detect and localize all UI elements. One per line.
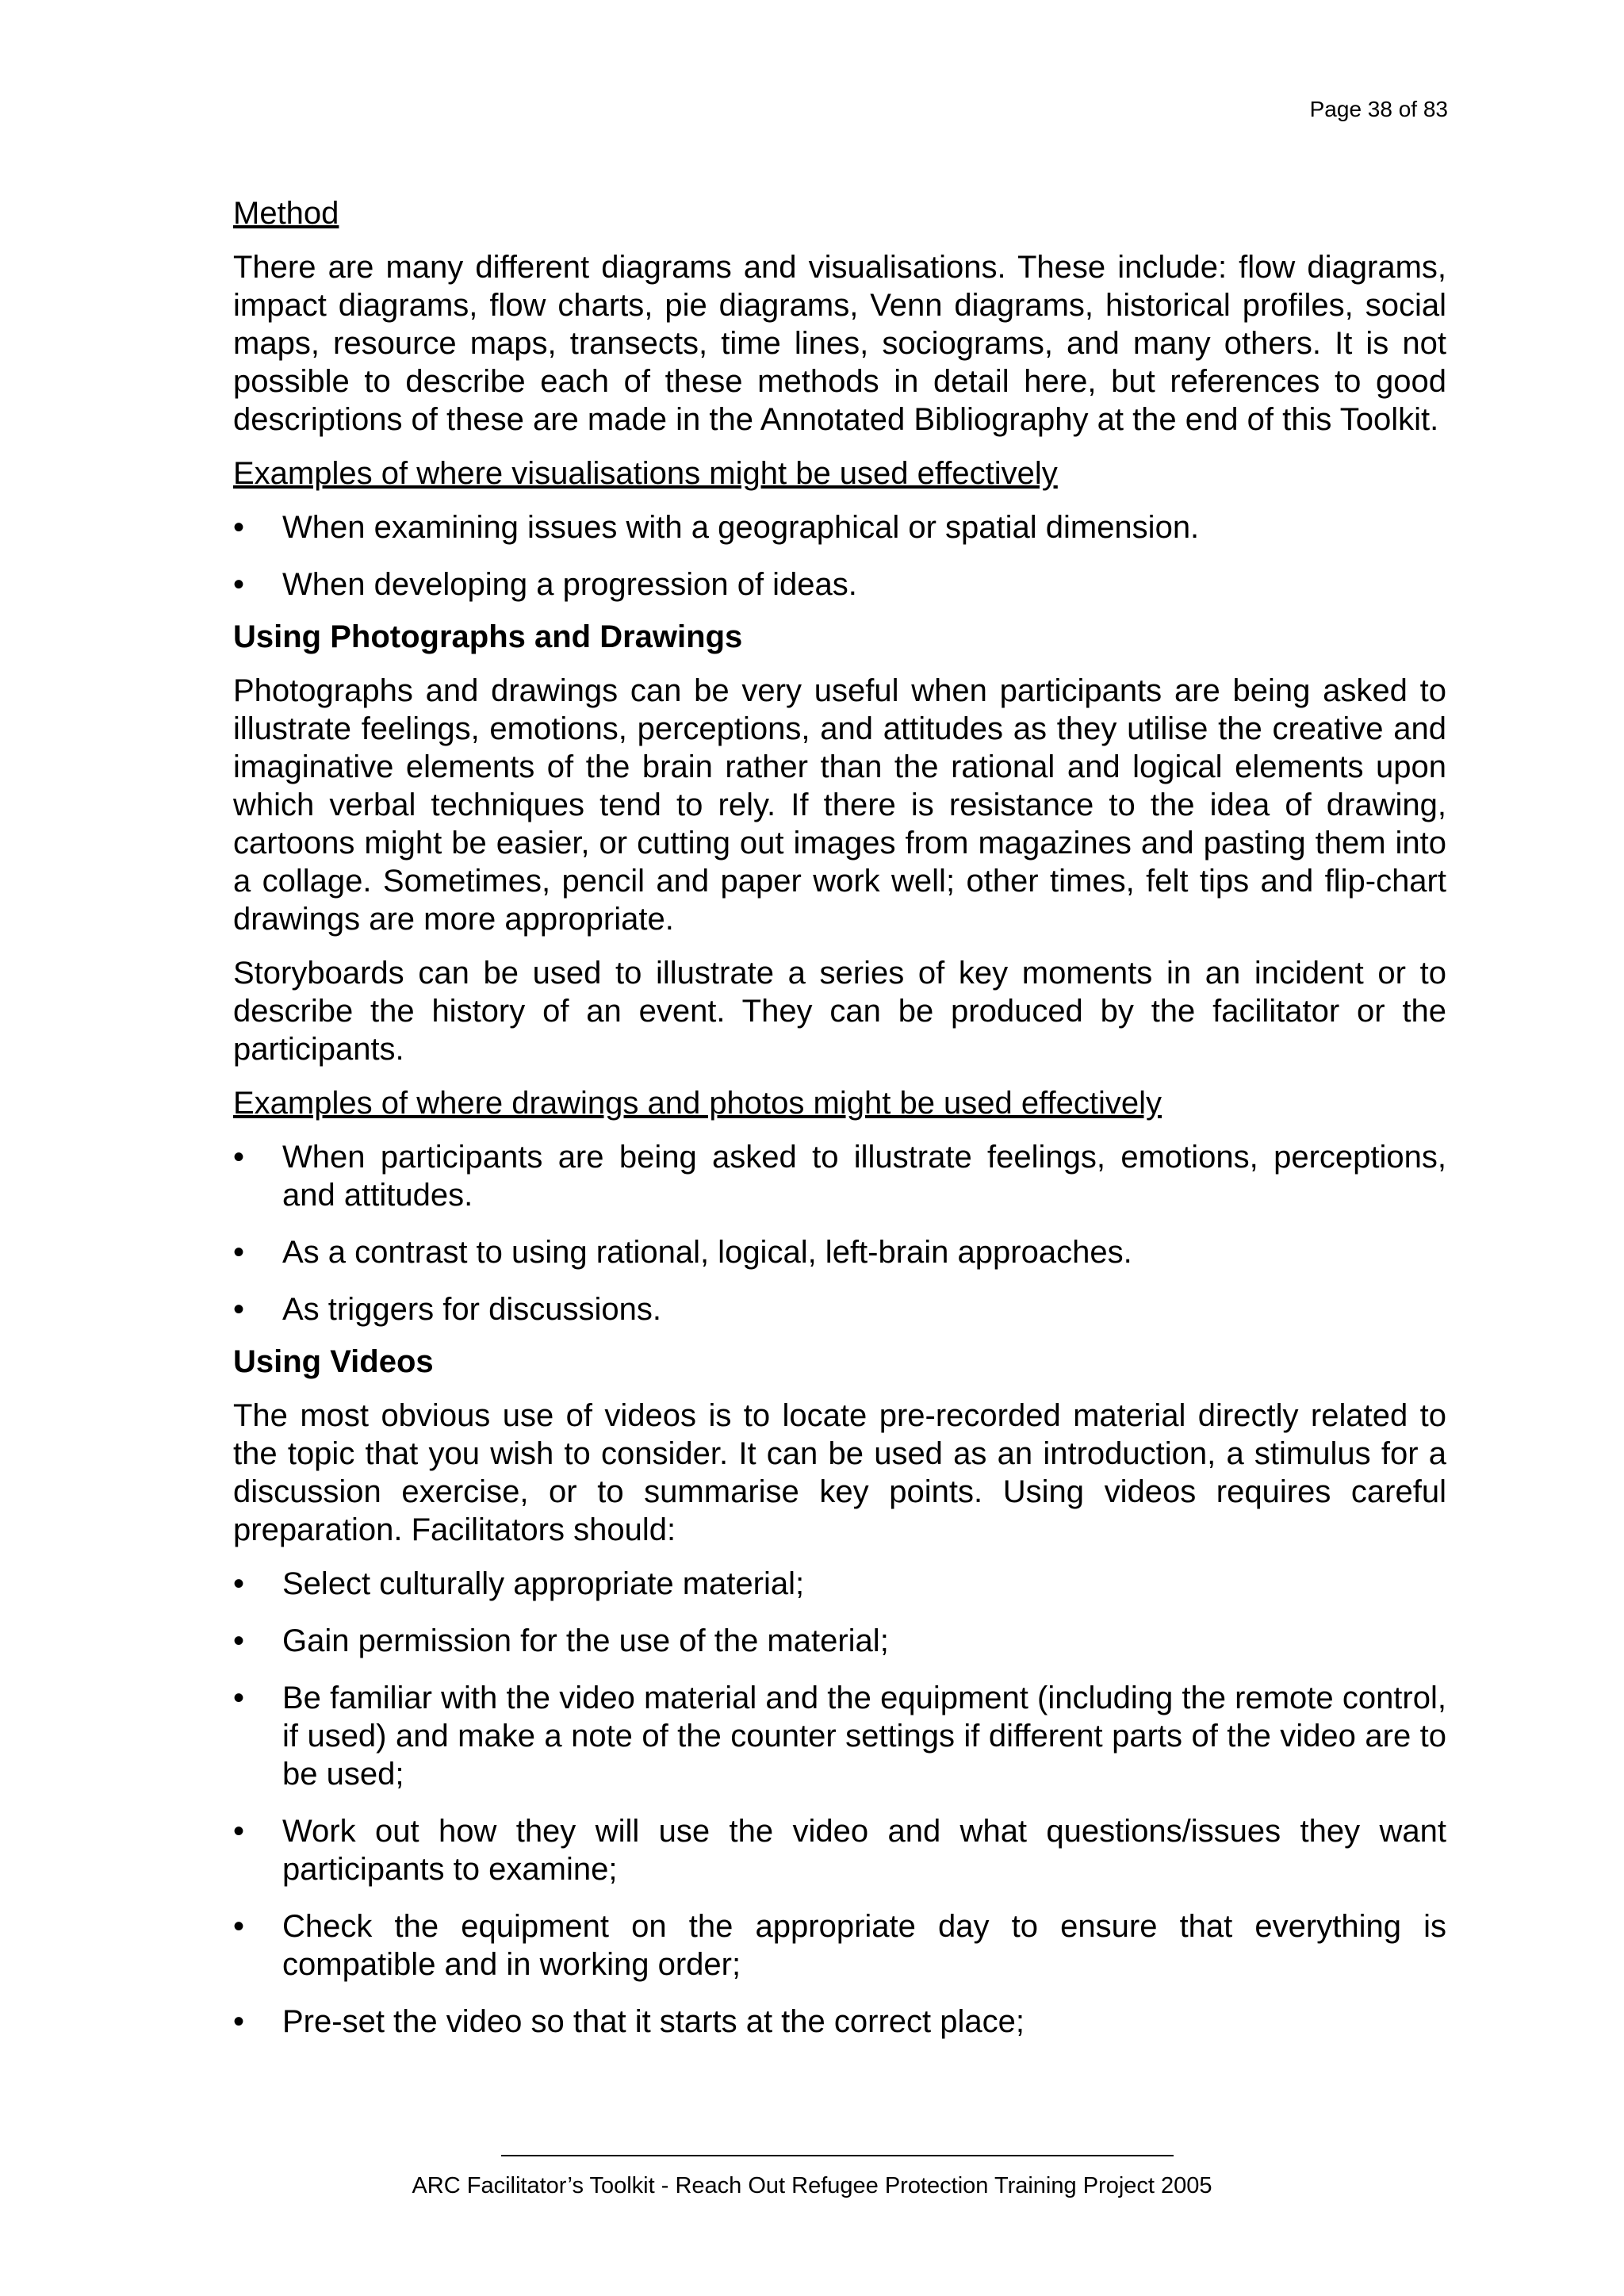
- method-heading: Method: [233, 196, 339, 231]
- list-item: • Be familiar with the video material and the equipment (including the remote control, if used) and make a note of the counter settings if different parts of the video are to be used;: [233, 1681, 1446, 1792]
- drawings-examples-list: [233, 1138, 1446, 1328]
- bullet-icon: •: [233, 1292, 245, 1327]
- list-item: • Select culturally appropriate material;: [233, 1566, 805, 1601]
- method-paragraph: There are many different diagrams and visualisations. These include: flow diagrams, impact diagrams, flow charts, pie diagrams, Venn diagrams, historical profiles, social maps, resource maps, transects, time lines, sociograms, and many others. It is not possible to describe each of these methods in detail here, but references to good descriptions of these are made in the Annotated Bibliography at the end of this Toolkit.: [233, 250, 1446, 437]
- photographs-heading: Using Photographs and Drawings: [233, 619, 743, 654]
- bullet-icon: •: [233, 1681, 245, 1715]
- list-item: • Work out how they will use the video and what questions/issues they want participants to examine;: [233, 1814, 1446, 1887]
- list-item: • When developing a progression of ideas.: [233, 567, 857, 602]
- list-item: • Gain permission for the use of the material;: [233, 1623, 889, 1658]
- visualisations-examples-list: [233, 508, 1446, 604]
- bullet-icon: •: [233, 567, 245, 602]
- list-item: • When examining issues with a geographical or spatial dimension.: [233, 510, 1200, 545]
- footer-divider: [501, 2155, 1174, 2156]
- bullet-icon: •: [233, 1814, 245, 1849]
- footer-text: ARC Facilitator’s Toolkit - Reach Out Refugee Protection Training Project 2005: [412, 2173, 1212, 2198]
- drawings-examples-heading: Examples of where drawings and photos might be used effectively: [233, 1086, 1162, 1121]
- bullet-icon: •: [233, 1235, 245, 1270]
- list-item: • As triggers for discussions.: [233, 1292, 661, 1327]
- photographs-paragraph: Photographs and drawings can be very useful when participants are being asked to illustrate feelings, emotions, perceptions, and attitudes as they utilise the creative and imaginative elements of the brain rather than the rational and logical elements upon which verbal techniques tend to rely. If there is resistance to the idea of drawing, cartoons might be easier, or cutting out images from magazines and pasting them into a collage. Sometimes, pencil and paper work well; other times, felt tips and flip-chart drawings are more appropriate.: [233, 673, 1446, 937]
- page-number: Page 38 of 83: [1309, 97, 1448, 121]
- bullet-icon: •: [233, 1566, 245, 1601]
- videos-heading: Using Videos: [233, 1344, 434, 1379]
- document-body: [233, 194, 1446, 2060]
- list-item: • As a contrast to using rational, logical, left-brain approaches.: [233, 1235, 1132, 1270]
- list-item: • When participants are being asked to illustrate feelings, emotions, perceptions, and attitudes.: [233, 1140, 1446, 1213]
- bullet-icon: •: [233, 1140, 245, 1175]
- bullet-icon: •: [233, 510, 245, 545]
- visualisations-examples-heading: Examples of where visualisations might be used effectively: [233, 456, 1058, 491]
- bullet-icon: •: [233, 1623, 245, 1658]
- bullet-icon: •: [233, 2004, 245, 2039]
- list-item: • Pre-set the video so that it starts at the correct place;: [233, 2004, 1025, 2039]
- list-item: • Check the equipment on the appropriate day to ensure that everything is compatible and in working order;: [233, 1909, 1446, 1982]
- videos-list: [233, 1565, 1446, 2041]
- bullet-icon: •: [233, 1909, 245, 1944]
- storyboards-paragraph: Storyboards can be used to illustrate a series of key moments in an incident or to describe the history of an event. They can be produced by the facilitator or the participants.: [233, 956, 1446, 1067]
- videos-paragraph: The most obvious use of videos is to locate pre-recorded material directly related to the topic that you wish to consider. It can be used as an introduction, a stimulus for a discussion exercise, or to summarise key points. Using videos requires careful preparation. Facilitators should:: [233, 1398, 1446, 1547]
